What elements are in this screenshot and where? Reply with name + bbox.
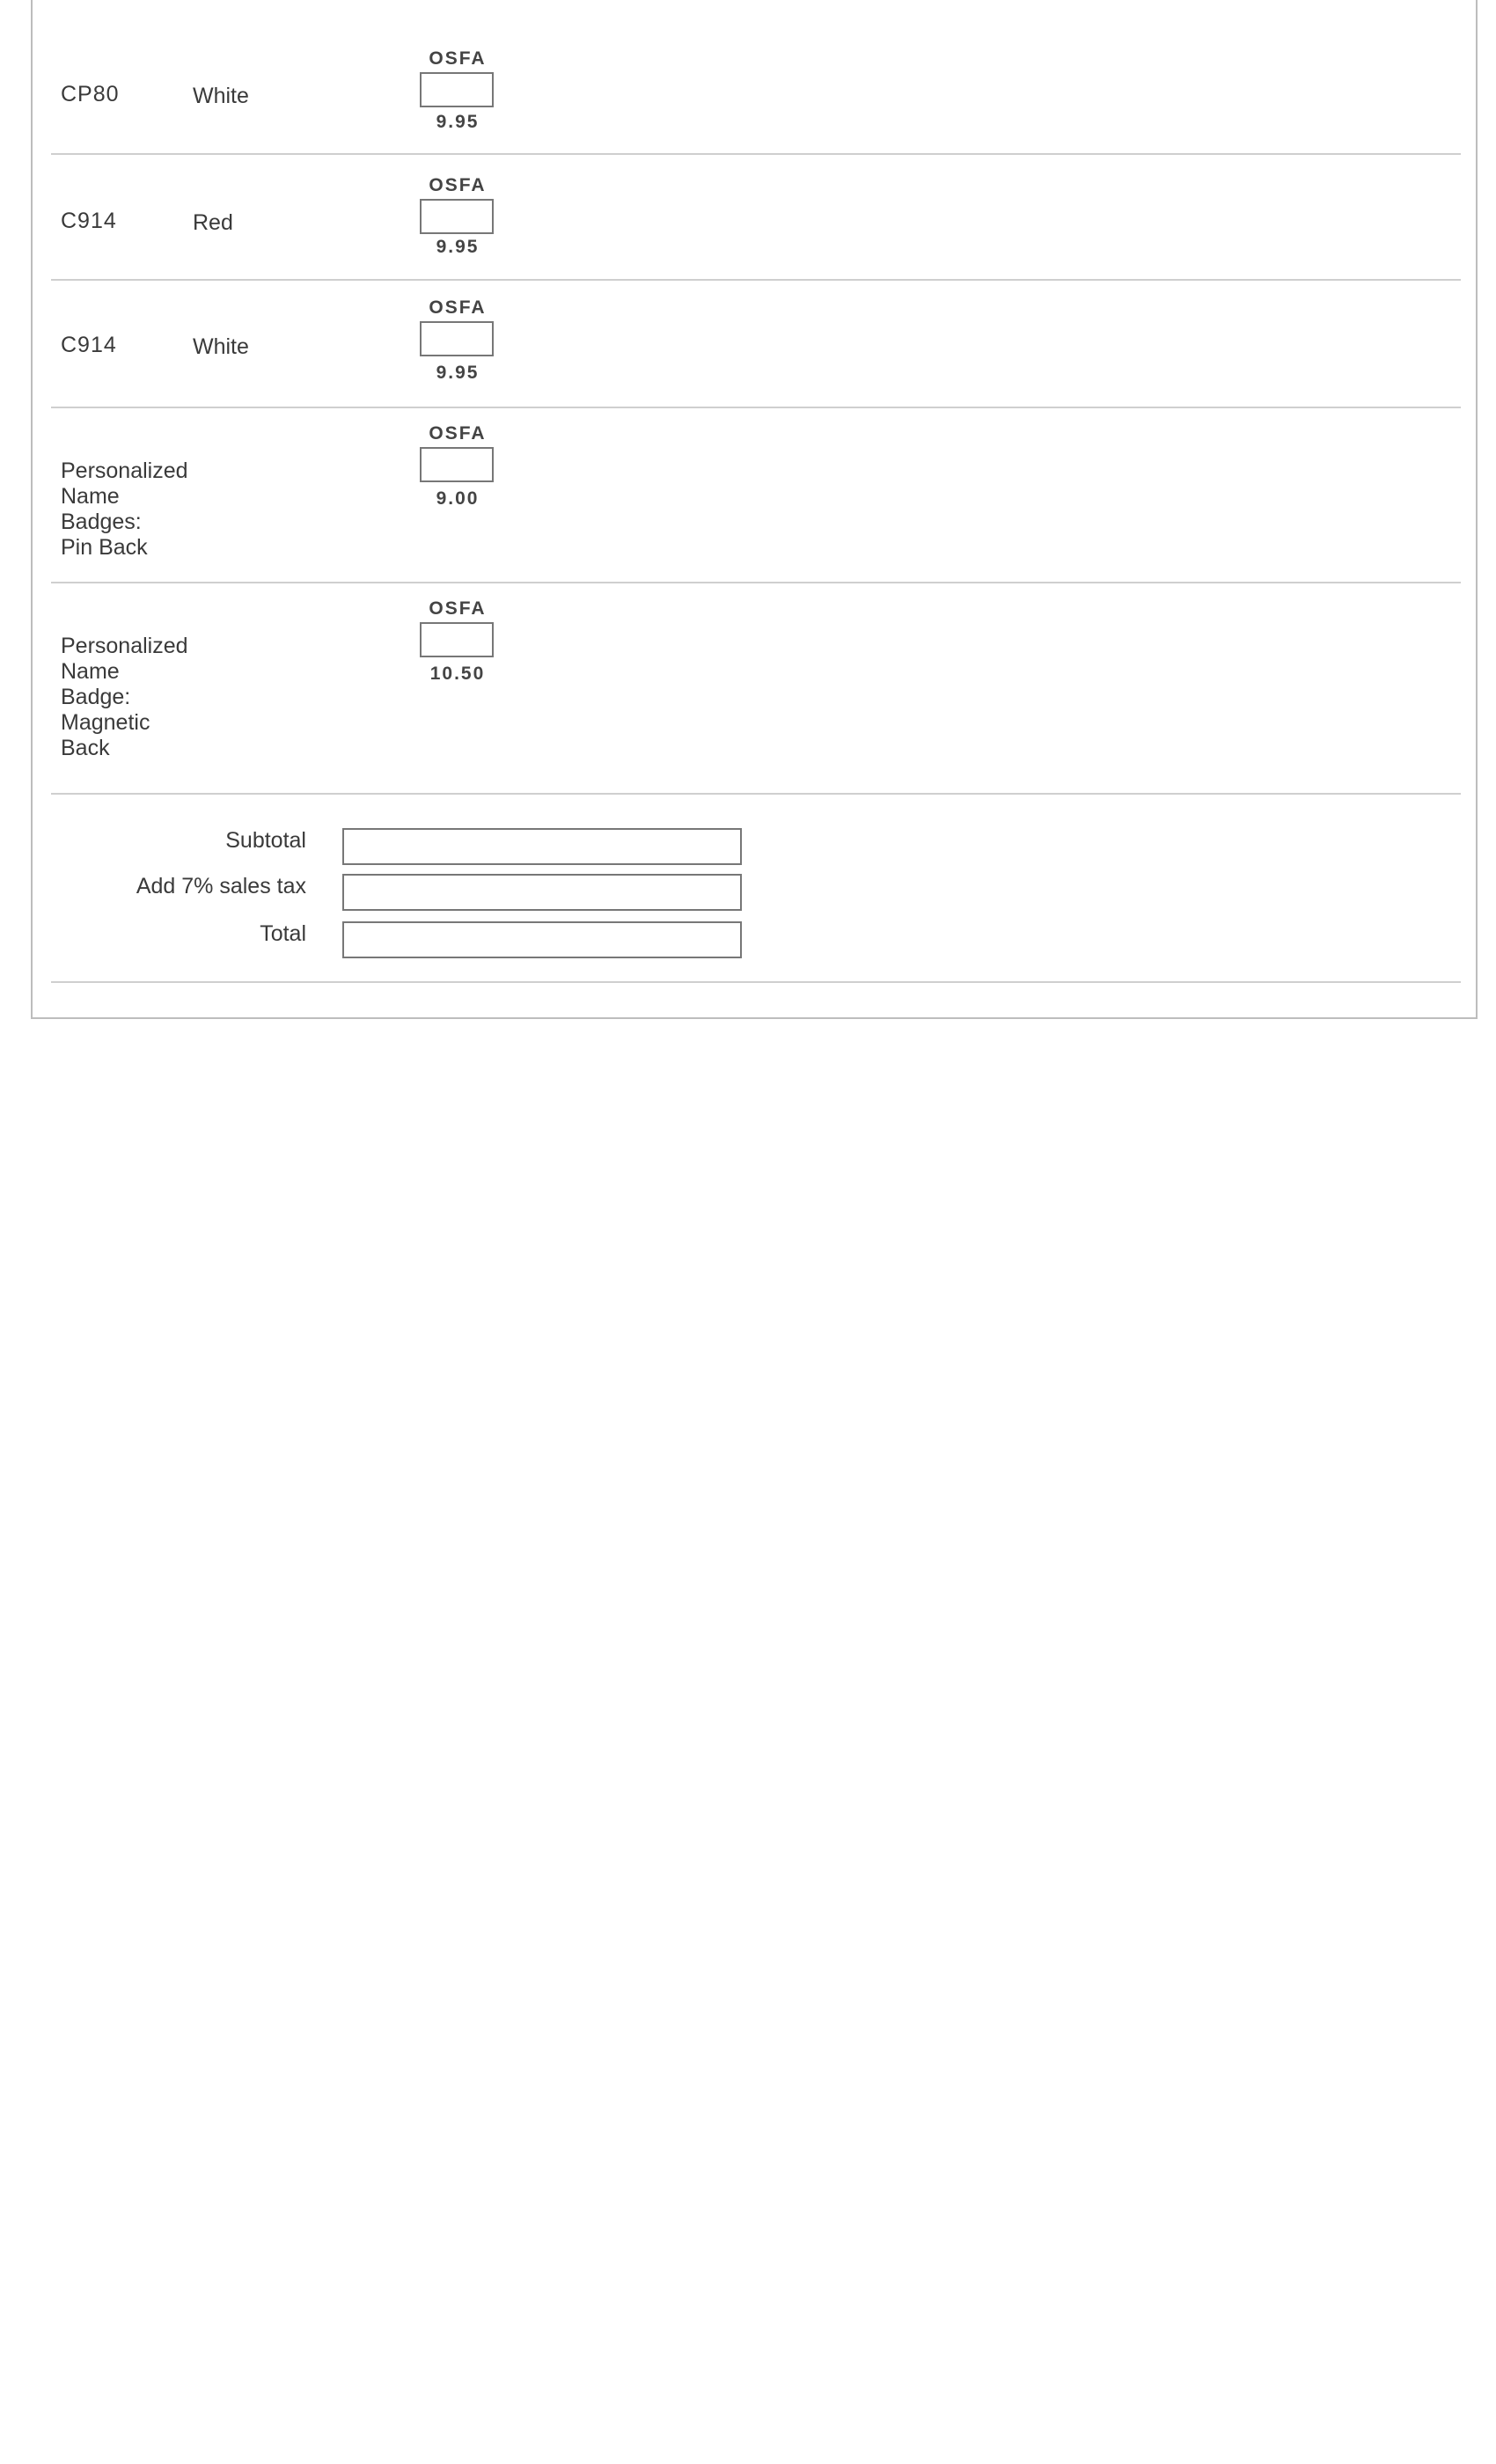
item-color: Red: [193, 210, 233, 235]
item-description-line: Name: [61, 659, 120, 684]
size-label: OSFA: [429, 423, 487, 444]
totals-divider: [51, 981, 1461, 983]
item-description-line: Magnetic: [61, 710, 150, 735]
item-description-line: Back: [61, 736, 110, 760]
sales-tax-field[interactable]: [342, 874, 742, 911]
size-label: OSFA: [429, 175, 487, 195]
item-description-line: Name: [61, 484, 120, 509]
total-label: Total: [260, 921, 306, 946]
quantity-input[interactable]: [420, 622, 494, 657]
subtotal-field[interactable]: [342, 828, 742, 865]
size-label: OSFA: [429, 598, 487, 619]
item-color: White: [193, 84, 249, 108]
item-description: [61, 634, 215, 761]
quantity-input[interactable]: [420, 447, 494, 482]
row-divider: [51, 153, 1461, 155]
item-description-line: Pin Back: [61, 535, 148, 560]
row-divider: [51, 582, 1461, 583]
size-label: OSFA: [429, 297, 487, 318]
unit-price: 9.95: [436, 112, 480, 132]
size-label: OSFA: [429, 48, 487, 69]
quantity-input[interactable]: [420, 321, 494, 356]
item-code: CP80: [61, 82, 120, 106]
sales-tax-label: Add 7% sales tax: [136, 874, 306, 898]
item-code: C914: [61, 333, 117, 357]
item-description-line: Badge:: [61, 685, 131, 709]
item-description-line: Personalized: [61, 458, 188, 483]
unit-price: 9.95: [436, 363, 480, 383]
unit-price: 9.95: [436, 237, 480, 257]
item-code: C914: [61, 209, 117, 233]
item-color: White: [193, 334, 249, 359]
unit-price: 9.00: [436, 488, 480, 509]
quantity-input[interactable]: [420, 199, 494, 234]
row-divider: [51, 279, 1461, 281]
item-description-line: Badges:: [61, 510, 142, 534]
item-description-line: Personalized: [61, 634, 188, 658]
subtotal-label: Subtotal: [225, 828, 306, 853]
row-divider: [51, 407, 1461, 408]
quantity-input[interactable]: [420, 72, 494, 107]
total-field[interactable]: [342, 921, 742, 958]
row-divider: [51, 793, 1461, 795]
item-description: [61, 458, 215, 561]
unit-price: 10.50: [429, 664, 486, 684]
